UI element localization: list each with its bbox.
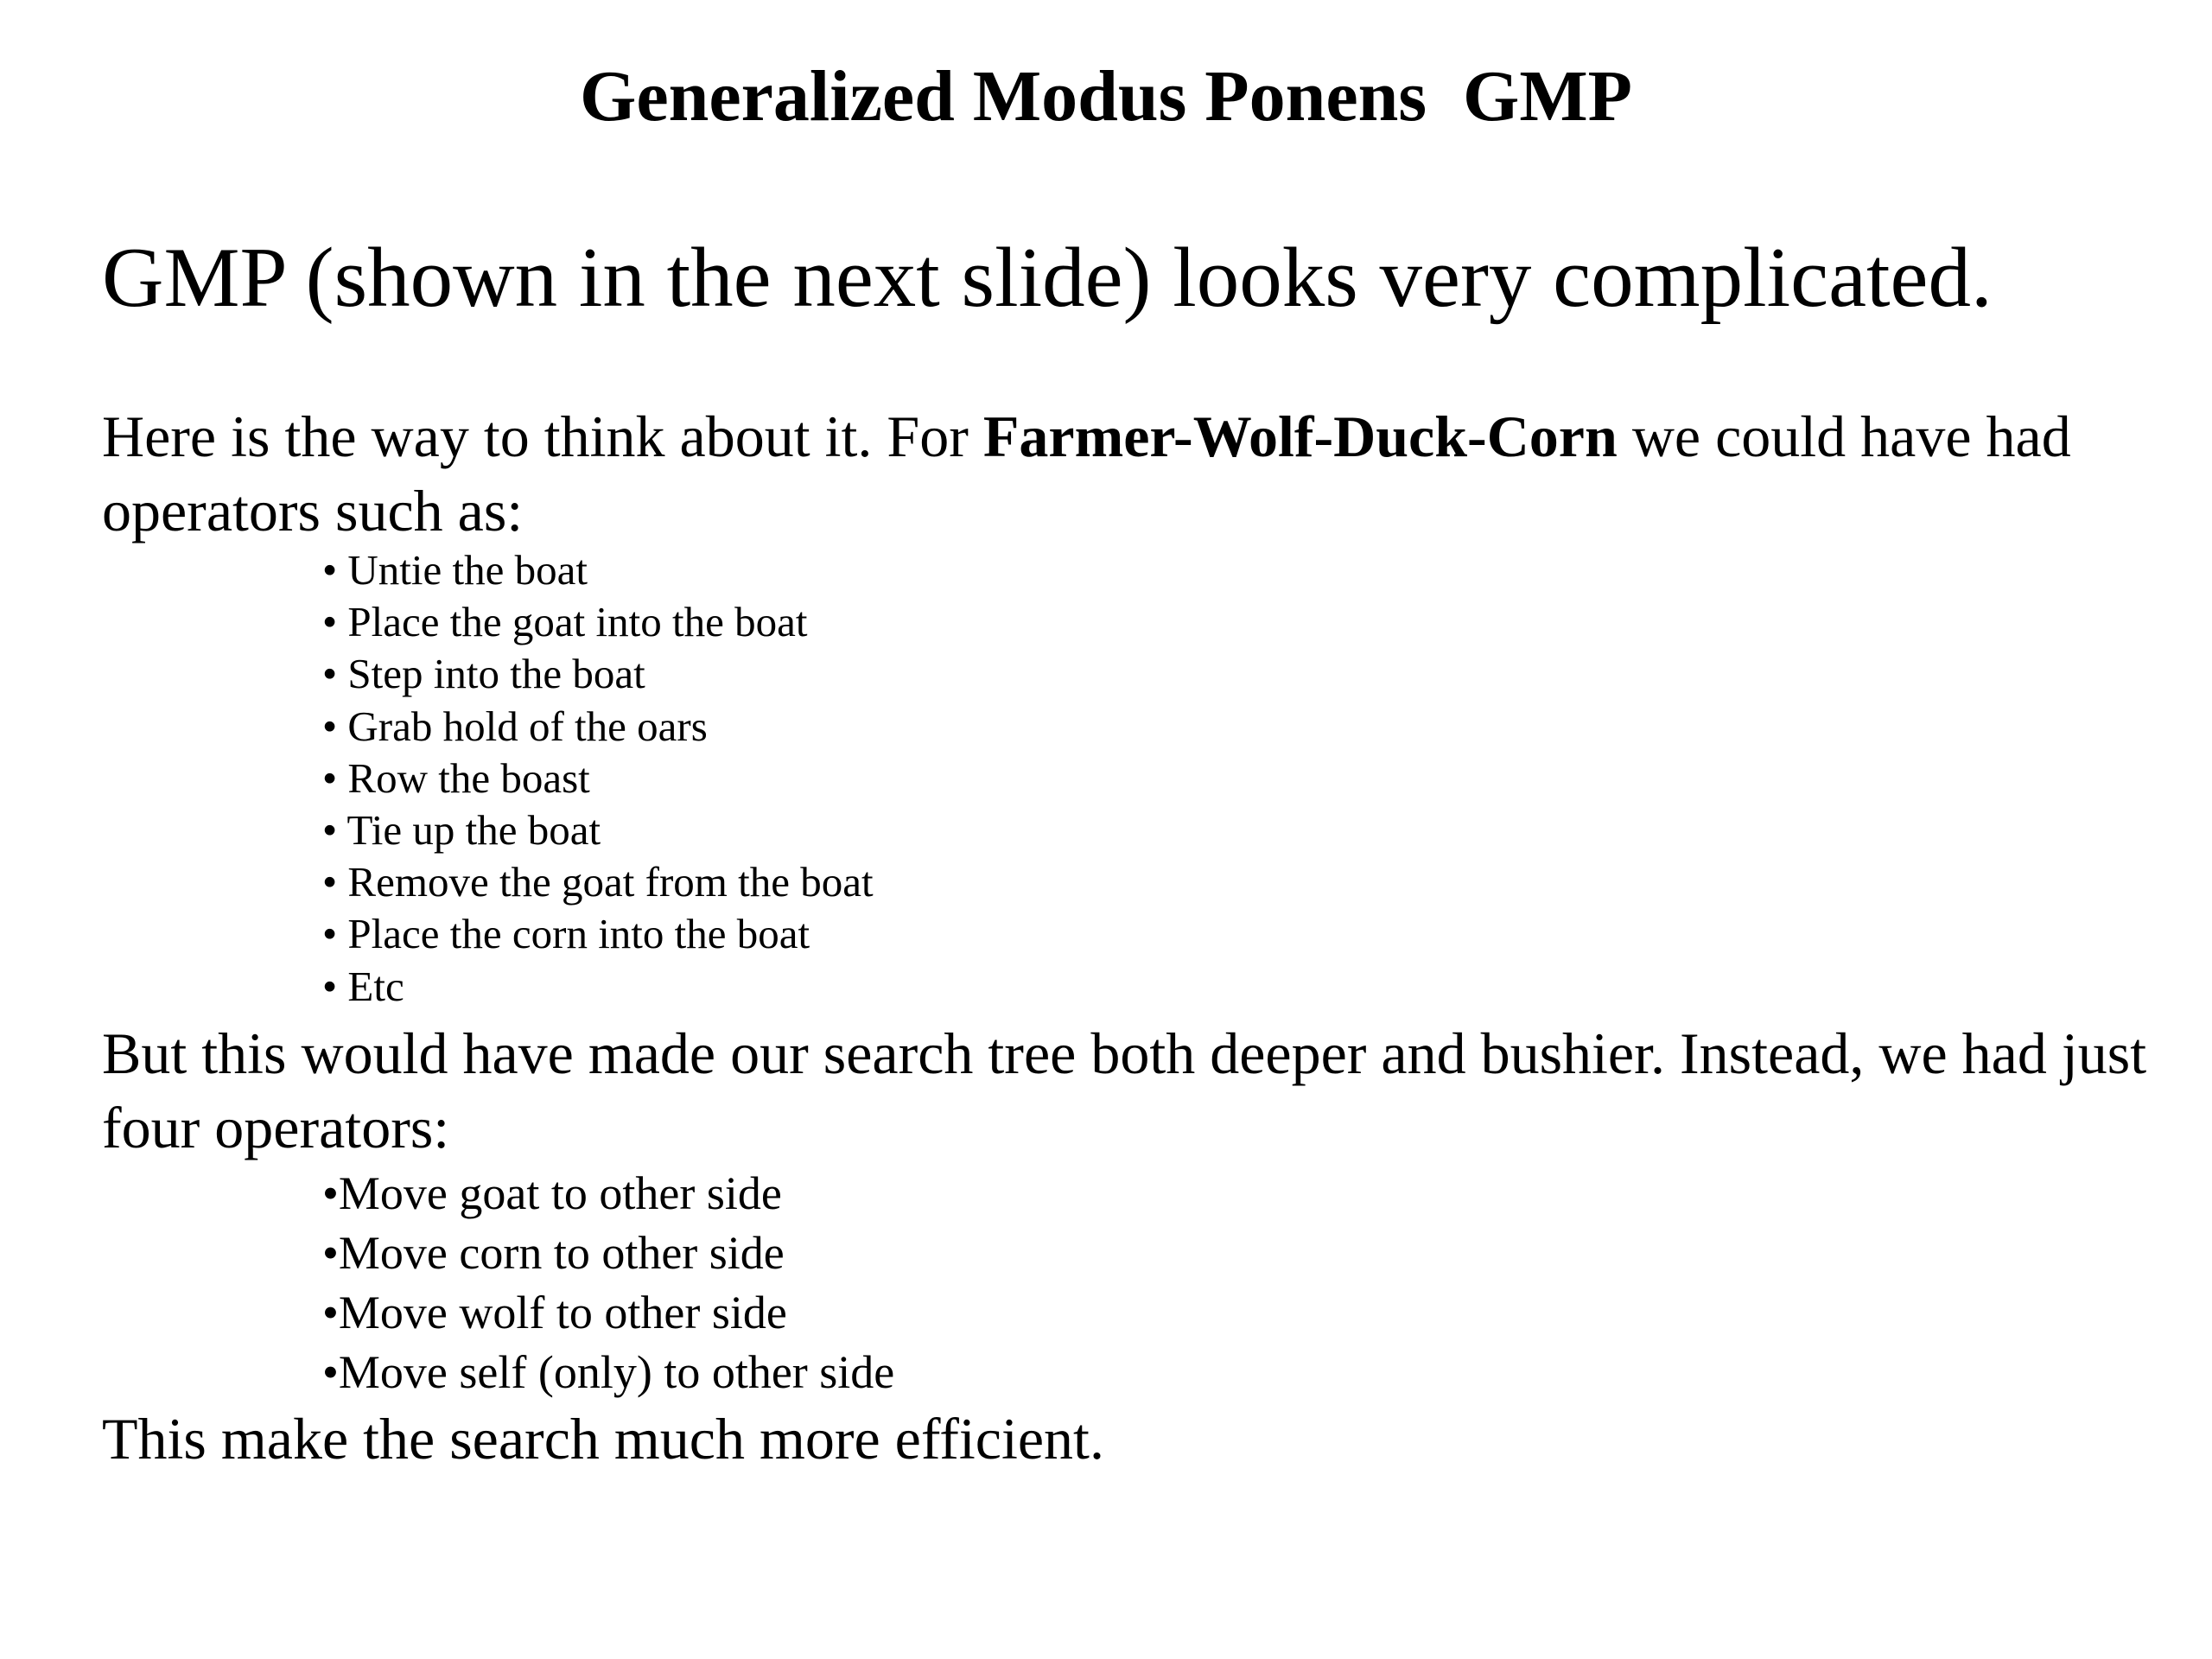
- intro-text-start: Here is the way to think about it. For: [102, 404, 983, 469]
- list-item: • Etc: [322, 962, 404, 1010]
- intro-paragraph: [102, 399, 2176, 548]
- list-item: • Tie up the boat: [322, 806, 601, 855]
- list-item: • Remove the goat from the boat: [322, 858, 874, 906]
- list-item: • Step into the boat: [322, 650, 645, 698]
- conclusion-paragraph: This make the search much more efficient.: [102, 1406, 1104, 1471]
- slide-subtitle: GMP (shown in the next slide) looks very complicated.: [102, 231, 1993, 325]
- simple-operator-list: [322, 1164, 894, 1402]
- list-item: • Place the corn into the boat: [322, 910, 810, 958]
- list-item: •Move wolf to other side: [322, 1287, 787, 1338]
- list-item: • Place the goat into the boat: [322, 598, 808, 646]
- list-item: •Move corn to other side: [322, 1227, 785, 1279]
- list-item: •Move goat to other side: [322, 1167, 782, 1219]
- intro-text-end: we could have had operators such as:: [102, 404, 2071, 543]
- contrast-paragraph: But this would have made our search tree both deeper and bushier. Instead, we had just four operators:: [102, 1020, 2147, 1160]
- slide-title: Generalized Modus Ponens GMP: [580, 56, 1632, 137]
- intro-bold-problem-name: Farmer-Wolf-Duck-Corn: [982, 404, 1618, 469]
- list-item: •Move self (only) to other side: [322, 1346, 895, 1398]
- list-item: • Untie the boat: [322, 546, 588, 594]
- list-item: • Grab hold of the oars: [322, 702, 708, 750]
- detailed-operator-list: [322, 544, 874, 1013]
- list-item: • Row the boast: [322, 753, 590, 802]
